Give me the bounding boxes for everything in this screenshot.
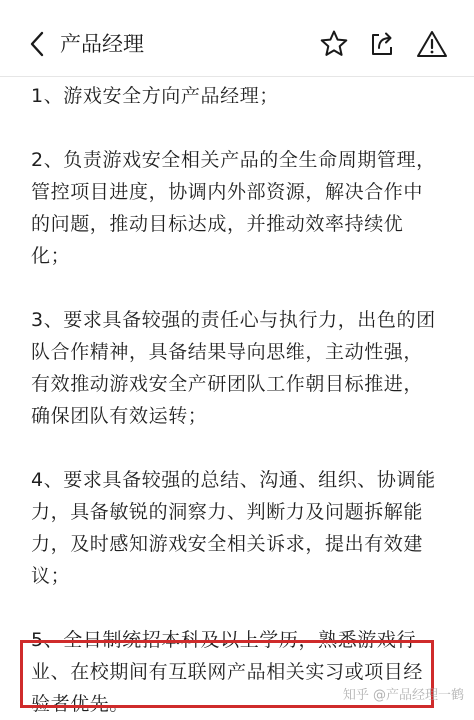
warning-icon [416,29,448,59]
star-icon [319,29,349,59]
text-line: 力，具备敏锐的洞察力、判断力及问题拆解能 [31,501,424,523]
favorite-button[interactable] [316,26,352,62]
text-line: 业、在校期间有互联网产品相关实习或项目经 [31,661,424,683]
top-navigation-bar [0,0,474,77]
text-line: 验者优先。 [31,693,130,715]
page-title: 产品经理 [60,32,144,56]
paragraph-5 [31,624,456,720]
paragraph-2 [31,144,456,272]
paragraph-3 [31,304,456,432]
share-icon [368,30,396,58]
text-line: 管控项目进度，协调内外部资源，解决合作中 [31,181,424,203]
paragraph-4 [31,464,456,592]
text-line: 议； [31,565,71,587]
text-line: 有效推动游戏安全产研团队工作朝目标推进， [31,373,424,395]
text-line: 5、全日制统招本科及以上学历，熟悉游戏行 [31,629,417,651]
text-line: 1、游戏安全方向产品经理； [31,85,279,107]
chevron-left-icon [29,31,45,57]
report-button[interactable] [414,26,450,62]
back-button[interactable] [24,29,50,59]
text-line: 队合作精神，具备结果导向思维，主动性强， [31,341,424,363]
text-line: 力，及时感知游戏安全相关诉求，提出有效建 [31,533,424,555]
text-line: 2、负责游戏安全相关产品的全生命周期管理， [31,149,436,171]
paragraph-1 [31,80,456,112]
share-button[interactable] [364,26,400,62]
text-line: 确保团队有效运转； [31,405,208,427]
text-line: 4、要求具备较强的总结、沟通、组织、协调能 [31,469,436,491]
text-line: 的问题，推动目标达成，并推动效率持续优 [31,213,404,235]
text-line: 化； [31,245,71,267]
text-line: 3、要求具备较强的责任心与执行力，出色的团 [31,309,436,331]
watermark: 知乎 @产品经理一鹤 [342,688,464,703]
article-body [31,80,456,720]
